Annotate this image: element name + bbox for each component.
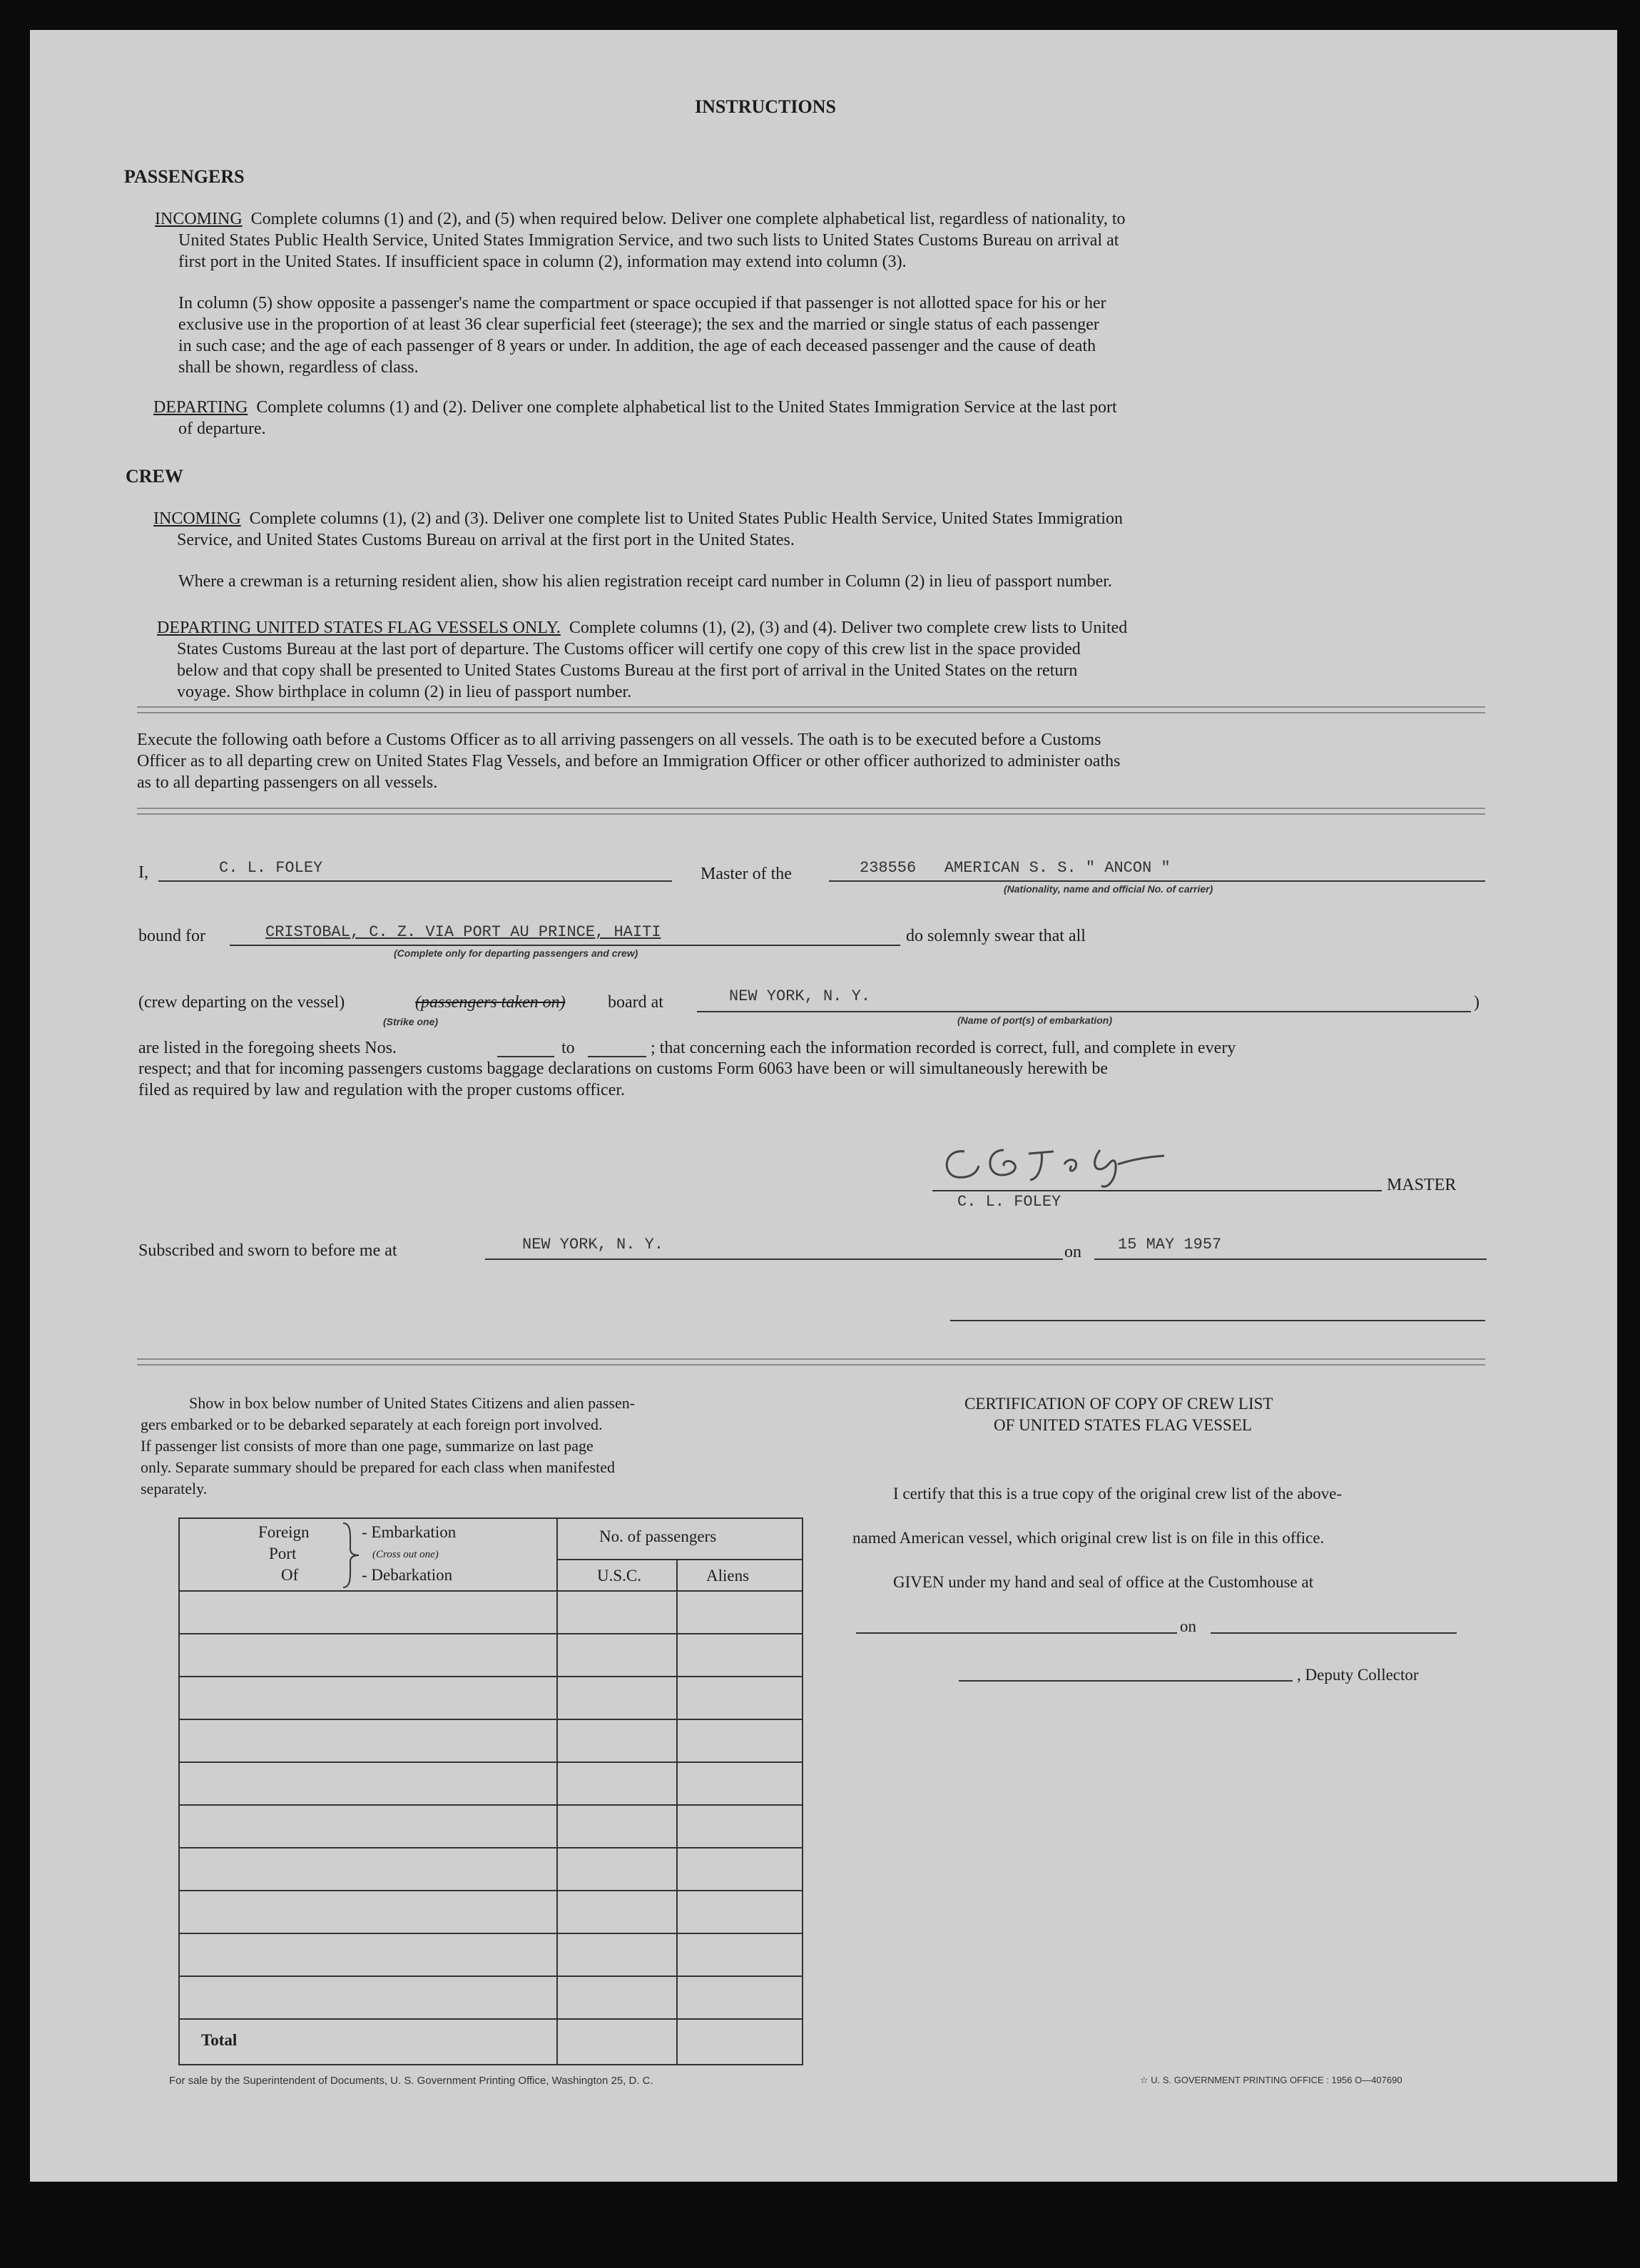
strike-caption: (Strike one) [383, 1016, 439, 1027]
incoming-line-2: United States Public Health Service, United States Immigration Service, and two such lists to United States Customs Bureau on arrival at [178, 231, 1119, 250]
brace-icon [340, 1522, 362, 1589]
sworn-place-value[interactable]: NEW YORK, N. Y. [522, 1236, 664, 1253]
departing-line-1: Complete columns (1) and (2). Deliver one complete alphabetical list to the United States Immigration Service at the last port [256, 398, 1117, 417]
master-of-label: Master of the [701, 865, 792, 883]
embarkation-caption: (Name of port(s) of embarkation) [957, 1015, 1113, 1026]
col-aliens: Aliens [706, 1567, 750, 1585]
crew-incoming-line-1: Complete columns (1), (2) and (3). Deliver one complete list to United States Public Health Service, United States Immigration [249, 509, 1124, 528]
table-row[interactable] [180, 1761, 802, 1763]
col-of: Of [281, 1566, 299, 1584]
column5-line-4: shall be shown, regardless of class. [178, 358, 419, 377]
table-row[interactable] [180, 1676, 802, 1677]
cert-on-label: on [1180, 1617, 1196, 1635]
table-row[interactable] [180, 1847, 802, 1849]
passengers-incoming [155, 208, 1126, 273]
departing-line-2: of departure. [178, 419, 266, 438]
embarkation-line [697, 1011, 1471, 1012]
table-divider-usc [676, 1559, 678, 2064]
crew-departing-line-1: Complete columns (1), (2), (3) and (4). Deliver two complete crew lists to United [569, 619, 1128, 637]
crew-departing [157, 617, 1127, 703]
total-label: Total [201, 2031, 238, 2049]
deputy-signature-line[interactable] [959, 1680, 1293, 1682]
cert-title-line-2: OF UNITED STATES FLAG VESSEL [994, 1416, 1252, 1434]
crew-departing-line-3: below and that copy shall be presented to United States Customs Bureau at the first port of arrival in the United States on the return [177, 661, 1078, 680]
master-name-value[interactable]: C. L. FOLEY [219, 859, 323, 877]
crew-incoming [153, 508, 1123, 551]
table-subheader-line [556, 1559, 802, 1560]
column5-line-3: in such case; and the age of each passenger of 8 years or under. In addition, the age of each deceased passenger and the cause of death [178, 337, 1096, 355]
master-name-line [158, 880, 672, 882]
cert-body-line-2: named American vessel, which original crew list is on file in this office. [852, 1529, 1325, 1547]
bound-for-value[interactable]: CRISTOBAL, C. Z. VIA PORT AU PRINCE, HAITI [265, 923, 661, 941]
cert-title-line-1: CERTIFICATION OF COPY OF CREW LIST [964, 1395, 1273, 1413]
summary-note-line-2: gers embarked or to be debarked separately at each foreign port involved. [141, 1415, 603, 1433]
footer-left: For sale by the Superintendent of Documents, U. S. Government Printing Office, Washington 25, D. C. [169, 2075, 653, 2087]
col-embarkation: - Embarkation [362, 1523, 457, 1541]
oath-intro [137, 729, 1120, 793]
sworn-date-value[interactable]: 15 MAY 1957 [1118, 1236, 1222, 1253]
separator-3 [137, 1358, 1485, 1366]
table-row[interactable] [180, 2018, 802, 2020]
crew-resident-paragraph [178, 571, 1112, 592]
oath-intro-line-2: Officer as to all departing crew on United States Flag Vessels, and before an Immigration Officer or other officer authorized to administer oaths [137, 752, 1121, 771]
crew-incoming-label: INCOMING [153, 509, 241, 528]
column5-paragraph [178, 293, 1106, 378]
sheets-to: to [561, 1039, 575, 1057]
i-label: I, [138, 863, 148, 882]
close-paren: ) [1474, 993, 1479, 1012]
master-signature [936, 1136, 1186, 1193]
form-page [30, 30, 1617, 2182]
passengers-taken-on-struck: (passengers taken on) [415, 993, 566, 1012]
table-row[interactable] [180, 1975, 802, 1977]
crew-departing-line-4: voyage. Show birthplace in column (2) in lieu of passport number. [177, 683, 632, 701]
table-row[interactable] [180, 1719, 802, 1720]
passenger-summary-table [178, 1517, 803, 2065]
col-usc: U.S.C. [597, 1567, 641, 1585]
table-divider-port [556, 1519, 558, 2064]
col-port: Port [269, 1545, 297, 1562]
passengers-departing [153, 397, 1117, 439]
incoming-label: INCOMING [155, 210, 243, 228]
incoming-line-1: Complete columns (1) and (2), and (5) when required below. Deliver one complete alphabetical list, regardless of nationality, to [250, 210, 1126, 228]
crew-resident-line: Where a crewman is a returning resident alien, show his alien registration receipt card number in Column (2) in lieu of passport number. [178, 572, 1112, 591]
summary-note-line-4: only. Separate summary should be prepared for each class when manifested [141, 1458, 616, 1476]
respect-line-2: filed as required by law and regulation with the proper customs officer. [138, 1081, 626, 1099]
cert-date-line[interactable] [1211, 1632, 1457, 1634]
departing-label: DEPARTING [153, 398, 248, 417]
master-signature-line [932, 1190, 1382, 1191]
officer-signature-line[interactable] [950, 1320, 1485, 1321]
column5-line-1: In column (5) show opposite a passenger's name the compartment or space occupied if that passenger is not allotted space for his or her [178, 294, 1106, 312]
crew-departing-label: DEPARTING UNITED STATES FLAG VESSELS ONLY. [157, 619, 561, 637]
sworn-place-line [485, 1258, 1063, 1260]
master-label: MASTER [1387, 1176, 1457, 1194]
summary-note-line-1: Show in box below number of United States Citizens and alien passen- [189, 1394, 636, 1412]
col-no-passengers: No. of passengers [599, 1527, 717, 1545]
bound-for-caption: (Complete only for departing passengers and crew) [394, 947, 638, 959]
crew-departing-line-2: States Customs Bureau at the last port of departure. The Customs officer will certify one copy of this crew list in the space provided [177, 640, 1081, 658]
embarkation-port-value[interactable]: NEW YORK, N. Y. [729, 987, 871, 1005]
col-cross-out: (Cross out one) [372, 1549, 439, 1560]
incoming-line-3: first port in the United States. If insufficient space in column (2), information may extend into column (3). [178, 253, 907, 271]
sheets-text-a: are listed in the foregoing sheets Nos. [138, 1039, 397, 1057]
column5-line-2: exclusive use in the proportion of at least 36 clear superficial feet (steerage); the sex and the married or single status of each passenger [178, 315, 1099, 334]
separator-1 [137, 706, 1485, 713]
vessel-line [829, 880, 1485, 882]
sworn-on-label: on [1064, 1243, 1081, 1261]
bound-for-line [230, 945, 900, 946]
sheets-to-line[interactable] [588, 1056, 646, 1057]
cert-body-line-3: GIVEN under my hand and seal of office at the Customhouse at [893, 1573, 1314, 1591]
swear-text: do solemnly swear that all [906, 927, 1086, 945]
sworn-date-line [1094, 1258, 1487, 1260]
oath-intro-line-1: Execute the following oath before a Customs Officer as to all arriving passengers on all vessels. The oath is to be executed before a Customs [137, 731, 1101, 749]
separator-2 [137, 808, 1485, 815]
col-foreign: Foreign [258, 1523, 310, 1541]
summary-note [141, 1393, 635, 1500]
table-row[interactable] [180, 1804, 802, 1806]
table-row[interactable] [180, 1933, 802, 1934]
summary-note-line-5: separately. [141, 1480, 208, 1497]
passengers-heading: PASSENGERS [124, 166, 245, 187]
table-header-bottom [180, 1590, 802, 1592]
deputy-label: , Deputy Collector [1297, 1666, 1419, 1684]
vessel-caption: (Nationality, name and official No. of carrier) [1004, 883, 1213, 895]
footer-right: ☆ U. S. GOVERNMENT PRINTING OFFICE : 1956 O—407690 [1140, 2075, 1402, 2085]
cert-place-line[interactable] [856, 1632, 1177, 1634]
instructions-title: INSTRUCTIONS [695, 96, 836, 117]
subscribed-label: Subscribed and sworn to before me at [138, 1241, 397, 1260]
summary-note-line-3: If passenger list consists of more than one page, summarize on last page [141, 1437, 594, 1455]
crew-incoming-line-2: Service, and United States Customs Bureau on arrival at the first port in the United States. [177, 531, 795, 549]
table-row[interactable] [180, 1890, 802, 1891]
respect-line-1: respect; and that for incoming passengers customs baggage declarations on customs Form 6063 have been or will simultaneously herewith be [138, 1059, 1108, 1078]
crew-departing-text: (crew departing on the vessel) [138, 993, 345, 1012]
board-at-label: board at [608, 993, 663, 1012]
sheets-from-line[interactable] [497, 1056, 554, 1057]
crew-heading: CREW [126, 466, 183, 487]
bound-for-label: bound for [138, 927, 205, 945]
vessel-value[interactable]: 238556 AMERICAN S. S. " ANCON " [860, 859, 1171, 877]
signature-name-value: C. L. FOLEY [957, 1193, 1061, 1211]
cert-body-line-1: I certify that this is a true copy of the original crew list of the above- [893, 1485, 1343, 1502]
oath-intro-line-3: as to all departing passengers on all vessels. [137, 773, 438, 792]
sheets-text-b: ; that concerning each the information recorded is correct, full, and complete in every [651, 1039, 1236, 1057]
col-debarkation: - Debarkation [362, 1566, 453, 1584]
table-row[interactable] [180, 1633, 802, 1634]
respect-paragraph [138, 1058, 1108, 1101]
